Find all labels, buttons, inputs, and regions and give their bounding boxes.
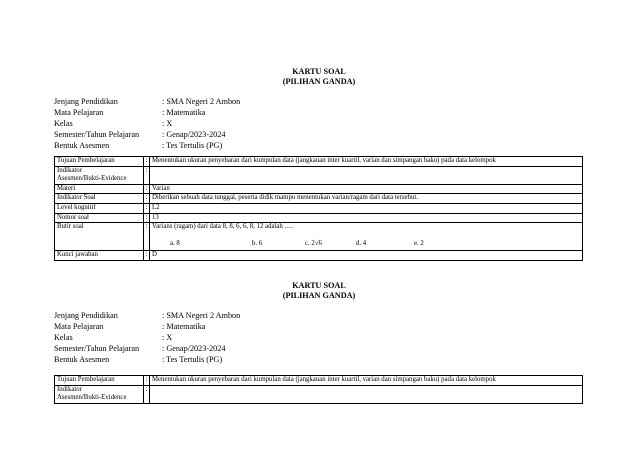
table-row-materi <box>55 184 583 194</box>
card2-info-block <box>54 310 240 365</box>
table-row-nomor <box>55 213 583 223</box>
table-row-tujuan <box>55 376 583 386</box>
info-row-jenjang <box>54 310 240 321</box>
card1-subtitle: (PILIHAN GANDA) <box>282 77 356 86</box>
question-text: Varians (ragam) dari data 8, 8, 6, 6, 8, 12 adalah …. <box>152 223 293 231</box>
cell-colon: : <box>144 184 150 194</box>
info-value: : Matematika <box>162 322 206 331</box>
table-row-kunci <box>55 251 583 261</box>
info-value: : Genap/2023-2024 <box>162 130 226 139</box>
label-line: Asesmen/Bukti-Evidence <box>57 394 127 402</box>
cell-label: Tujuan Pembelajaran <box>55 376 144 386</box>
info-value: : Matematika <box>162 108 206 117</box>
info-label: Semester/Tahun Pelajaran <box>54 344 140 353</box>
info-label: Kelas <box>54 119 73 128</box>
cell-label: Kunci jawaban <box>55 251 144 261</box>
cell-label: Nomor soal <box>55 213 144 223</box>
cell-value: D <box>150 251 583 261</box>
cell-colon: : <box>144 385 150 403</box>
card1-title: KARTU SOAL <box>292 67 346 76</box>
table-row-indikator-soal <box>55 194 583 204</box>
table-row-tujuan <box>55 157 583 167</box>
option-d: d. 4 <box>356 239 367 247</box>
info-label: Kelas <box>54 333 73 342</box>
cell-colon: : <box>144 157 150 167</box>
info-row-semester <box>54 343 240 354</box>
cell-colon: : <box>144 251 150 261</box>
answer-options <box>152 240 580 249</box>
info-label: Jenjang Pendidikan <box>54 97 118 106</box>
table-row-butir <box>55 223 583 251</box>
cell-value: Menentukan ukuran penyebaran dari kumpulan data (jangkauan inter kuartil, varian dan simpangan baku) pada data kelompok <box>150 157 583 167</box>
cell-colon: : <box>144 223 150 251</box>
cell-label: Level kognitif <box>55 203 144 213</box>
cell-label <box>55 385 144 403</box>
info-label: Jenjang Pendidikan <box>54 311 118 320</box>
info-row-jenjang <box>54 96 240 107</box>
cell-value <box>150 385 583 403</box>
cell-value: 13 <box>150 213 583 223</box>
cell-value: Varian <box>150 184 583 194</box>
card1-table <box>54 156 583 261</box>
info-value: : X <box>162 119 173 128</box>
cell-label <box>55 166 144 184</box>
info-label: Mata Pelajaran <box>54 108 104 117</box>
cell-colon: : <box>144 166 150 184</box>
cell-colon: : <box>144 194 150 204</box>
cell-label: Indikator Soal <box>55 194 144 204</box>
card1-info-block <box>54 96 240 151</box>
info-label: Semester/Tahun Pelajaran <box>54 130 140 139</box>
info-label: Mata Pelajaran <box>54 322 104 331</box>
info-row-kelas <box>54 118 240 129</box>
info-value: : SMA Negeri 2 Ambon <box>162 311 241 320</box>
table-row-indikator <box>55 166 583 184</box>
cell-value: L2 <box>150 203 583 213</box>
label-line: Indikator <box>57 385 82 393</box>
card2-title: KARTU SOAL <box>292 281 346 290</box>
table-row-level <box>55 203 583 213</box>
info-row-mapel <box>54 321 240 332</box>
cell-colon: : <box>144 376 150 386</box>
cell-value <box>150 166 583 184</box>
info-row-mapel <box>54 107 240 118</box>
table-row-indikator <box>55 385 583 403</box>
cell-label: Butir soal <box>55 223 144 251</box>
info-value: : Genap/2023-2024 <box>162 344 226 353</box>
option-e: e. 2 <box>414 239 424 247</box>
card2-table <box>54 375 583 404</box>
info-value: : Tes Tertulis (PG) <box>162 141 223 150</box>
label-line: Asesmen/Bukti-Evidence <box>57 175 127 183</box>
option-c: c. 2√6 <box>305 239 322 247</box>
cell-label: Tujuan Pembelajaran <box>55 157 144 167</box>
info-row-semester <box>54 129 240 140</box>
card2-subtitle: (PILIHAN GANDA) <box>282 291 356 300</box>
info-row-bentuk <box>54 354 240 365</box>
option-b: b. 6 <box>252 239 263 247</box>
cell-value: Menentukan ukuran penyebaran dari kumpulan data (jangkauan inter kuartil, varian dan simpangan baku) pada data kelompok <box>150 376 583 386</box>
info-row-kelas <box>54 332 240 343</box>
label-line: Indikator <box>57 166 82 174</box>
cell-value <box>150 223 583 251</box>
cell-colon: : <box>144 213 150 223</box>
info-label: Bentuk Asesmen <box>54 141 110 150</box>
cell-value: Diberikan sebuah data tunggal, peserta didik mampu menentukan varian/ragam dari data tersebut. <box>150 194 583 204</box>
info-value: : SMA Negeri 2 Ambon <box>162 97 241 106</box>
info-value: : Tes Tertulis (PG) <box>162 355 223 364</box>
info-row-bentuk <box>54 140 240 151</box>
cell-colon: : <box>144 203 150 213</box>
info-label: Bentuk Asesmen <box>54 355 110 364</box>
info-value: : X <box>162 333 173 342</box>
option-a: a. 8 <box>170 239 180 247</box>
cell-label: Materi <box>55 184 144 194</box>
